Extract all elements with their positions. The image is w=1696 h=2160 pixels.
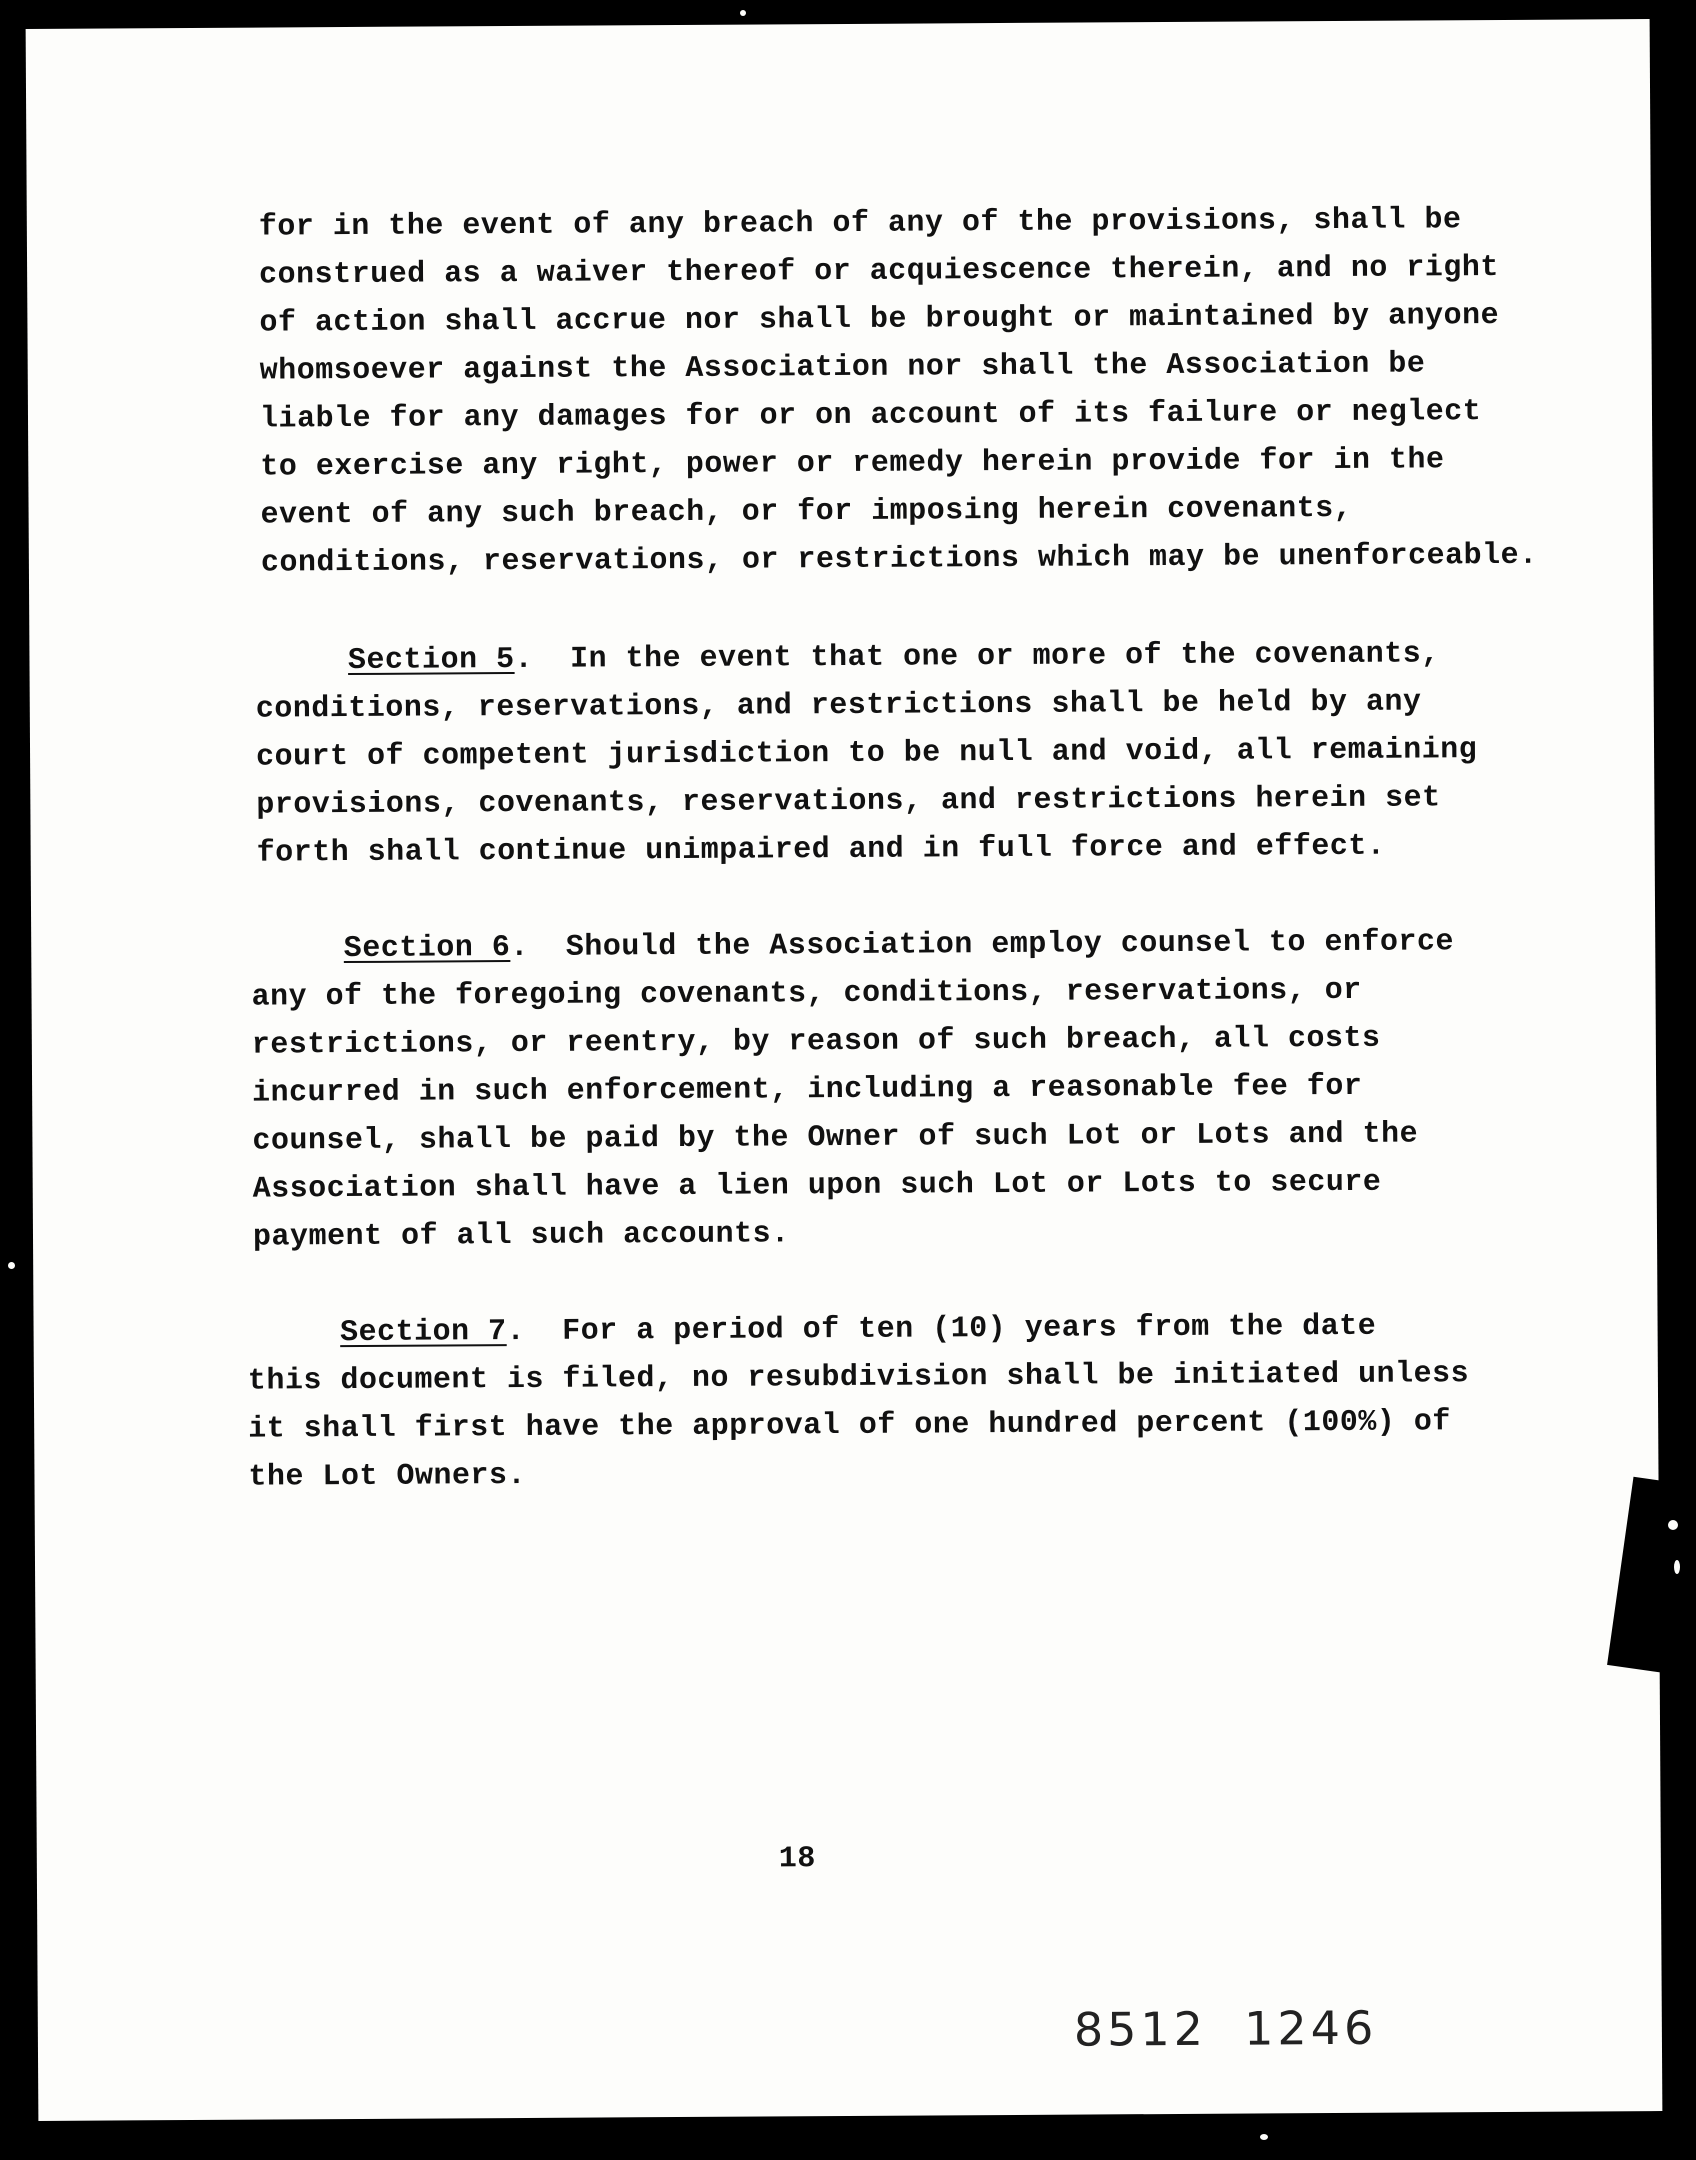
scan-speck [1668,1520,1678,1530]
paragraph-line: . In the event that one or more of the covenants, [514,637,1440,678]
section-7-paragraph [247,1302,1469,1501]
paragraph-line: of action shall accrue nor shall be brought or maintained by anyone [259,298,1500,341]
paragraph-line: forth shall continue unimpaired and in full force and effect. [256,829,1386,871]
paragraph-line: counsel, shall be paid by the Owner of such Lot or Lots and the [252,1117,1419,1159]
paragraph-line: construed as a waiver thereof or acquiescence therein, and no right [259,250,1499,293]
paragraph-line: restrictions, or reentry, by reason of such breach, all costs [251,1021,1381,1063]
document-page [26,19,1663,2121]
section-6-paragraph [251,918,1456,1261]
continuation-paragraph [259,196,1538,588]
section-7-heading: Section 7 [340,1315,507,1351]
paragraph-line: the Lot Owners. [248,1458,527,1495]
section-6-heading: Section 6 [343,931,511,967]
paragraph-line: liable for any damages for or on account of its failure or neglect [259,395,1482,437]
scan-speck [740,10,746,16]
scan-speck [1674,1560,1680,1574]
document-stamp-number: 8512 1246 [1073,2000,1378,2057]
paragraph-line: payment of all such accounts. [252,1217,790,1255]
paragraph-line: conditions, reservations, or restrictions which may be unenforceable. [260,538,1538,581]
paragraph-line: it shall first have the approval of one hundred percent (100%) of [248,1405,1451,1447]
paragraph-line: whomsoever against the Association nor shall the Association be [259,347,1426,389]
paragraph-line: . Should the Association employ counsel to enforce [510,925,1455,966]
paragraph-line: event of any such breach, or for imposing herein covenants, [260,491,1353,533]
paragraph-line: for in the event of any breach of any of the provisions, shall be [258,203,1462,245]
paragraph-line: provisions, covenants, reservations, and restrictions herein set [256,781,1441,823]
page-number: 18 [778,1842,816,1877]
paragraph-line: court of competent jurisdiction to be null and void, all remaining [255,733,1478,775]
paragraph-line: incurred in such enforcement, including a reasonable fee for [252,1069,1363,1111]
scan-speck [1260,2134,1268,2140]
paragraph-line: Association shall have a lien upon such Lot or Lots to secure [252,1165,1382,1207]
paragraph-line: . For a period of ten (10) years from the date [506,1309,1377,1350]
paragraph-line: conditions, reservations, and restrictions shall be held by any [255,685,1422,727]
paragraph-line: to exercise any right, power or remedy herein provide for in the [260,443,1445,485]
section-5-heading: Section 5 [347,643,515,679]
paragraph-line: any of the foregoing covenants, conditions, reservations, or [251,973,1362,1015]
document-body [26,19,1650,2057]
paragraph-line: this document is filed, no resubdivision shall be initiated unless [247,1357,1470,1399]
scan-speck [8,1262,15,1269]
section-5-paragraph [255,630,1478,877]
